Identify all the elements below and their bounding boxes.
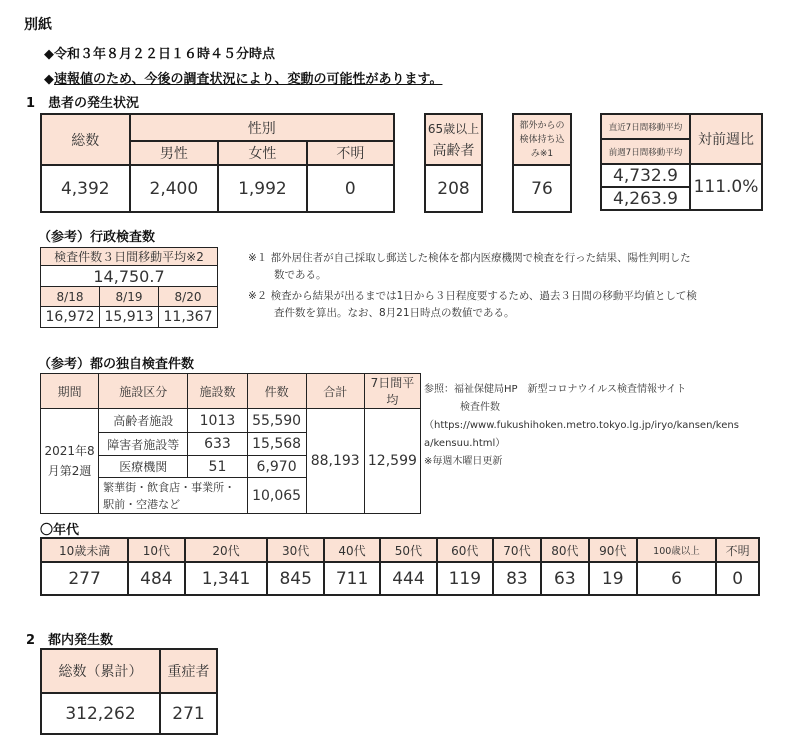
facilities-disabled: 633 [188,433,247,456]
recent-avg-label: 直近7日間移動平均 [601,114,690,139]
note-2: ※２ 検査から結果が出るまでは1日から３日程度要するため、過去３日間の移動平均値として検 [248,290,697,302]
header-facilities: 施設数 [188,374,247,409]
facilities-elderly: 1013 [188,409,247,433]
category-elderly: 高齢者施設 [99,409,188,433]
age-label-70s: 70代 [493,538,541,562]
age-value-40s: 711 [324,562,380,595]
age-label-20s: 20代 [185,538,268,562]
disclaimer [44,68,442,87]
count-elderly: 55,590 [247,409,306,433]
unknown-value: 0 [307,165,394,212]
imported-label: 都外からの 検体持ち込 み※1 [513,114,571,165]
date-2: 8/19 [100,287,159,307]
metro-tests-table [40,373,421,514]
female-value: 1,992 [218,165,307,212]
avg-value: 14,750.7 [41,266,218,287]
elderly-table [424,113,483,213]
total-value: 4,392 [41,165,130,212]
male-value: 2,400 [130,165,219,212]
moving-average-table [600,113,763,211]
category-disabled: 障害者施設等 [99,433,188,456]
elderly-label: 65歳以上 高齢者 [425,114,482,165]
note-1: ※１ 都外居住者が自己採取し郵送した検体を都内医療機関で検査を行った結果、陽性判明した [248,252,691,264]
reference-note: 参照：福祉保健局HP 新型コロナウイルス検査情報サイト 検査件数 （https://www.fukushihoken.metro.tokyo.lg.jp/iryo/kansen/kens a/kensuu.html） ※毎週木曜日更新 [424,381,787,471]
age-title: 〇年代 [40,523,80,538]
header-count: 件数 [247,374,306,409]
weekly-avg-value: 12,599 [364,409,420,514]
metro-tests-title: （参考）都の独自検査件数 [38,357,195,372]
age-label-unknown: 不明 [716,538,759,562]
header-period: 期間 [41,374,99,409]
age-value-80s: 63 [541,562,589,595]
admin-tests-table [40,247,218,328]
cumulative-total-label: 総数（累計） [41,649,160,693]
date-2-value: 15,913 [100,307,159,328]
age-value-unknown: 0 [716,562,759,595]
header-weekly-avg: 7日間平均 [364,374,420,409]
age-label-50s: 50代 [380,538,436,562]
footnotes: ※１ 都外居住者が自己採取し郵送した検体を都内医療機関で検査を行った結果、陽性判明した 数である。 ※２ 検査から結果が出るまでは1日から３日程度要するため、過去３日間の移動平均値として検 査件数を算出。なお、8月21日時点の数値である。 [248,250,728,322]
count-disabled: 15,568 [247,433,306,456]
period-cell: 2021年8 月第2週 [41,409,99,514]
total-label: 総数 [41,114,130,165]
section-2-title: 2 都内発生数 [26,633,114,648]
age-label-30s: 30代 [267,538,323,562]
cumulative-table [40,648,218,735]
age-value-100plus: 6 [637,562,717,595]
age-value-under10: 277 [41,562,128,595]
age-label-60s: 60代 [437,538,493,562]
female-label: 女性 [218,141,307,165]
category-downtown: 繁華街・飲食店・事業所・ 駅前・空港など [99,478,247,514]
severe-label: 重症者 [160,649,217,693]
age-label-40s: 40代 [324,538,380,562]
imported-value: 76 [513,165,571,212]
age-value-50s: 444 [380,562,436,595]
severe-value: 271 [160,693,217,734]
age-value-30s: 845 [267,562,323,595]
document-title: 別紙 [24,17,52,33]
male-label: 男性 [130,141,219,165]
total-value: 88,193 [306,409,364,514]
count-downtown: 10,065 [247,478,306,514]
facilities-medical: 51 [188,456,247,478]
gender-label: 性別 [130,114,394,141]
header-category: 施設区分 [99,374,188,409]
reference-url: （https://www.fukushihoken.metro.tokyo.lg.jp/iryo/kansen/kens [424,420,739,431]
date-1-value: 16,972 [41,307,100,328]
disclaimer-text: 速報値のため、今後の調査状況により、変動の可能性があります。 [54,72,443,87]
count-medical: 6,970 [247,456,306,478]
recent-avg-value: 4,732.9 [601,164,690,187]
section-1-title: 1 患者の発生状況 [26,96,140,111]
age-label-80s: 80代 [541,538,589,562]
prev-avg-value: 4,263.9 [601,187,690,210]
imported-table [512,113,572,213]
age-value-10s: 484 [128,562,184,595]
category-medical: 医療機関 [99,456,188,478]
age-label-100plus: 100歳以上 [637,538,717,562]
avg-label: 検査件数３日間移動平均※2 [41,248,218,266]
unknown-label: 不明 [307,141,394,165]
age-value-90s: 19 [589,562,637,595]
summary-table [40,113,395,213]
age-value-60s: 119 [437,562,493,595]
date-1: 8/18 [41,287,100,307]
header-total: 合計 [306,374,364,409]
age-value-20s: 1,341 [185,562,268,595]
elderly-value: 208 [425,165,482,212]
prev-avg-label: 前週7日間移動平均 [601,139,690,164]
date-3: 8/20 [159,287,218,307]
age-label-90s: 90代 [589,538,637,562]
age-label-10s: 10代 [128,538,184,562]
week-ratio-value: 111.0% [690,164,762,210]
week-ratio-label: 対前週比 [690,114,762,164]
age-table [40,537,760,596]
cumulative-total-value: 312,262 [41,693,160,734]
age-label-under10: 10歳未満 [41,538,128,562]
diamond-icon: ◆ [44,72,54,87]
age-value-70s: 83 [493,562,541,595]
date-3-value: 11,367 [159,307,218,328]
timestamp: ◆令和３年８月２２日１６時４５分時点 [44,47,275,62]
admin-tests-title: （参考）行政検査数 [38,230,156,245]
